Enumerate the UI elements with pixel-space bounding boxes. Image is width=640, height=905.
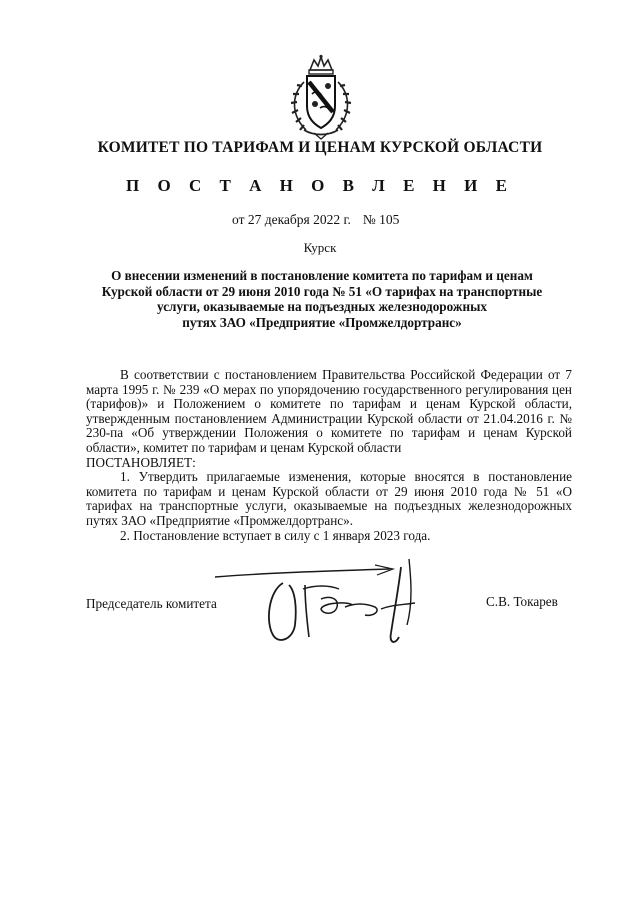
date-number-line <box>232 212 399 228</box>
item-paragraph: 2. Постановление вступает в силу с 1 января 2023 года. <box>120 527 431 543</box>
document-number: № 105 <box>362 212 400 227</box>
organization-title: КОМИТЕТ ПО ТАРИФАМ И ЦЕНАМ КУРСКОЙ ОБЛАСТИ <box>97 139 543 156</box>
document-type-heading: П О С Т А Н О В Л Е Н И Е <box>126 176 514 195</box>
handwritten-signature <box>205 555 450 650</box>
preamble-paragraph: В соответствии с постановлением Правительства Российской Федерации от 7 марта 1995 г. № 239 «О мерах по упорядочению государственного регулирования цен (тарифов)» и Положением о комитете по тарифам и ценам Курской области, утвержденным постановлением Администрации Курской области от 21.04.2016 г. № 230-па «Об утверждении Положения о комитете по тарифам и ценам Курской области», комитет по тарифам и ценам Курской области <box>86 367 572 455</box>
document-date: от 27 декабря 2022 г. <box>232 212 351 227</box>
document-body <box>86 368 572 543</box>
document-city: Курск <box>303 240 337 255</box>
signatory-name: С.В. Токарев <box>486 594 558 609</box>
subject-line: О внесении изменений в постановление комитета по тарифам и ценам <box>111 268 533 283</box>
coat-of-arms-emblem <box>284 54 358 140</box>
subject-line: Курской области от 29 июня 2010 года № 51 «О тарифах на транспортные <box>101 283 543 299</box>
document-subject <box>84 268 560 330</box>
subject-line: услуги, оказываемые на подъездных железнодорожных <box>157 299 487 314</box>
item-paragraph: 1. Утвердить прилагаемые изменения, которые вносятся в постановление комитета по тарифам и ценам Курской области от 29 июня 2010 года № 51 «О тарифах на транспортные услуги, оказываемые на подъездных железнодорожных путях ЗАО «Предприятие «Промжелдортранс». <box>86 469 572 528</box>
resolves-heading: ПОСТАНОВЛЯЕТ: <box>86 454 196 470</box>
signatory-role: Председатель комитета <box>86 596 217 611</box>
subject-line: путях ЗАО «Предприятие «Промжелдортранс» <box>182 314 462 330</box>
